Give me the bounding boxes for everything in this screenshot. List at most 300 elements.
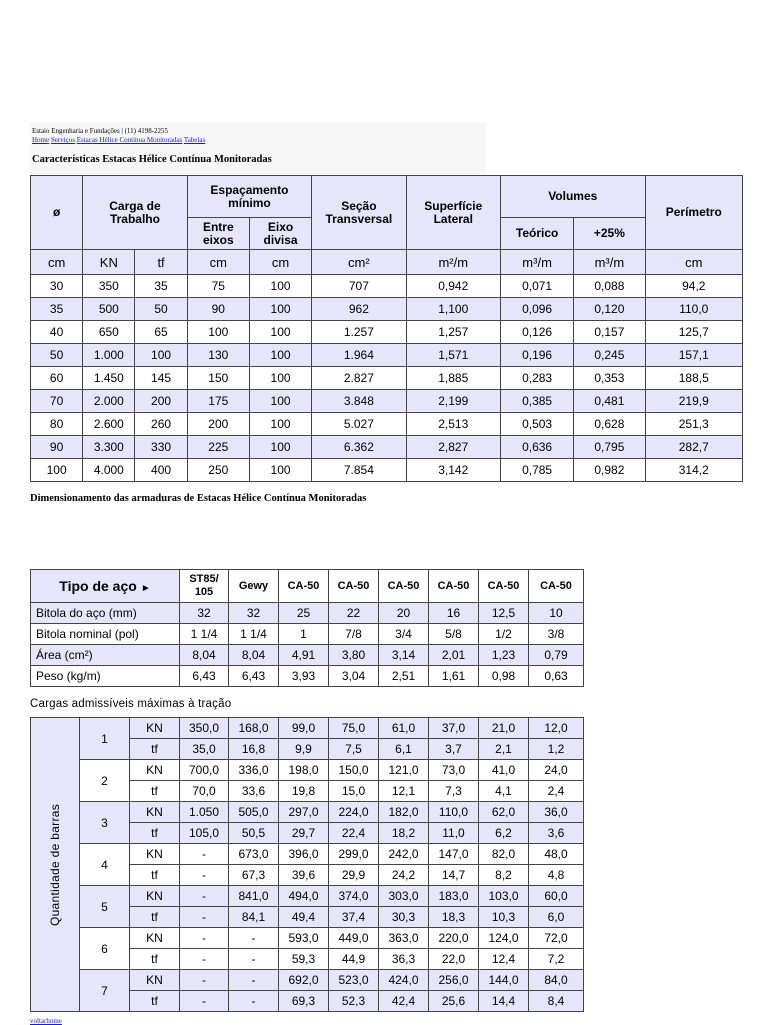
- unit-cell: m²/m: [406, 250, 500, 275]
- table-cell: 32: [229, 603, 279, 624]
- table-row: [31, 760, 584, 781]
- table-row: [31, 666, 584, 687]
- unit-cell: KN: [130, 970, 180, 991]
- table-cell: 4,91: [279, 645, 329, 666]
- header-volumes: Volumes: [500, 176, 645, 218]
- header-teorico: Teórico: [500, 218, 573, 250]
- characteristics-table: [30, 175, 743, 482]
- table-cell: 494,0: [279, 886, 329, 907]
- table-cell: 60,0: [529, 886, 584, 907]
- table-cell: 2.600: [83, 413, 135, 436]
- table-cell: 219,9: [645, 390, 742, 413]
- table-cell: 7.854: [312, 459, 406, 482]
- table-cell: 12,5: [479, 603, 529, 624]
- table-cell: 0,283: [500, 367, 573, 390]
- table-cell: 0,79: [529, 645, 584, 666]
- table-cell: 75,0: [329, 718, 379, 739]
- table-cell: 10: [529, 603, 584, 624]
- steel-type: CA-50: [529, 570, 584, 603]
- header-secao: Seção Transversal: [312, 176, 406, 250]
- table-cell: 0,628: [574, 413, 645, 436]
- quantidade-label: Quantidade de barras: [48, 803, 62, 926]
- table-cell: 30: [31, 275, 83, 298]
- table-cell: 65: [135, 321, 187, 344]
- table-cell: 0,385: [500, 390, 573, 413]
- table-cell: 0,245: [574, 344, 645, 367]
- table-cell: -: [180, 928, 229, 949]
- table-cell: 100: [249, 275, 311, 298]
- table-cell: 18,3: [429, 907, 479, 928]
- table-cell: 299,0: [329, 844, 379, 865]
- table-cell: 22,0: [429, 949, 479, 970]
- table-cell: 198,0: [279, 760, 329, 781]
- table-cell: 593,0: [279, 928, 329, 949]
- table-cell: 650: [83, 321, 135, 344]
- table-cell: 62,0: [479, 802, 529, 823]
- steel-table: [30, 569, 584, 687]
- table-cell: 10,3: [479, 907, 529, 928]
- table-cell: 2,199: [406, 390, 500, 413]
- table-cell: 18,2: [379, 823, 429, 844]
- table-cell: 69,3: [279, 991, 329, 1012]
- bar-count: 2: [80, 760, 130, 802]
- table-cell: 224,0: [329, 802, 379, 823]
- table-cell: 2,513: [406, 413, 500, 436]
- table-cell: 42,4: [379, 991, 429, 1012]
- table-cell: 22,4: [329, 823, 379, 844]
- tipo-aco-header: [31, 570, 180, 603]
- bar-count: 7: [80, 970, 130, 1012]
- tipo-aco-label: Tipo de aço: [59, 578, 137, 594]
- table-cell: 1.000: [83, 344, 135, 367]
- unit-cell: tf: [130, 823, 180, 844]
- table-cell: 692,0: [279, 970, 329, 991]
- table-cell: 0,785: [500, 459, 573, 482]
- table-cell: 330: [135, 436, 187, 459]
- table-cell: 0,503: [500, 413, 573, 436]
- table-cell: 2,01: [429, 645, 479, 666]
- table-cell: 84,0: [529, 970, 584, 991]
- table-cell: 700,0: [180, 760, 229, 781]
- unit-cell: m³/m: [574, 250, 645, 275]
- table-cell: 41,0: [479, 760, 529, 781]
- table-cell: 297,0: [279, 802, 329, 823]
- table-cell: 0,942: [406, 275, 500, 298]
- table-cell: 12,0: [529, 718, 584, 739]
- table-cell: 0,088: [574, 275, 645, 298]
- table-cell: -: [180, 991, 229, 1012]
- table-cell: 100: [135, 344, 187, 367]
- table-cell: 3,80: [329, 645, 379, 666]
- table-cell: 673,0: [229, 844, 279, 865]
- back-home-link[interactable]: voltarhome: [30, 1017, 62, 1025]
- table-cell: 225: [187, 436, 249, 459]
- table-cell: -: [180, 865, 229, 886]
- table-cell: 14,7: [429, 865, 479, 886]
- table-row: [31, 436, 743, 459]
- table-cell: 1.257: [312, 321, 406, 344]
- table-cell: 144,0: [479, 970, 529, 991]
- table-cell: 7/8: [329, 624, 379, 645]
- table-cell: 3,04: [329, 666, 379, 687]
- table-cell: 182,0: [379, 802, 429, 823]
- table-cell: 183,0: [429, 886, 479, 907]
- table-cell: 36,3: [379, 949, 429, 970]
- table-cell: 2,4: [529, 781, 584, 802]
- table-cell: 188,5: [645, 367, 742, 390]
- table-cell: 6,2: [479, 823, 529, 844]
- table-cell: 250: [187, 459, 249, 482]
- table-cell: 336,0: [229, 760, 279, 781]
- table-cell: 14,4: [479, 991, 529, 1012]
- bar-count: 1: [80, 718, 130, 760]
- unit-cell: KN: [130, 718, 180, 739]
- breadcrumb-servicos[interactable]: Serviços: [50, 136, 75, 144]
- header-espacamento: Espaçamento mínimo: [187, 176, 312, 218]
- table-cell: 20: [379, 603, 429, 624]
- unit-cell: KN: [130, 844, 180, 865]
- table-cell: 130: [187, 344, 249, 367]
- table-cell: 1,257: [406, 321, 500, 344]
- table-cell: 75: [187, 275, 249, 298]
- table-cell: 3.300: [83, 436, 135, 459]
- row-label: Peso (kg/m): [31, 666, 180, 687]
- table-cell: 70,0: [180, 781, 229, 802]
- table-cell: 6,1: [379, 739, 429, 760]
- table-cell: 82,0: [479, 844, 529, 865]
- table-cell: 8,4: [529, 991, 584, 1012]
- table-cell: 500: [83, 298, 135, 321]
- header-perimetro: Perímetro: [645, 176, 742, 250]
- tension-loads-table: [30, 717, 584, 1012]
- table-cell: 90: [31, 436, 83, 459]
- table-cell: 0,795: [574, 436, 645, 459]
- unit-cell: cm: [249, 250, 311, 275]
- table-cell: 251,3: [645, 413, 742, 436]
- table-cell: 1,61: [429, 666, 479, 687]
- table-cell: 145: [135, 367, 187, 390]
- table-cell: 99,0: [279, 718, 329, 739]
- table-cell: 841,0: [229, 886, 279, 907]
- unit-cell: cm: [645, 250, 742, 275]
- table-cell: 7,3: [429, 781, 479, 802]
- table-cell: 37,0: [429, 718, 479, 739]
- table-cell: -: [180, 907, 229, 928]
- unit-cell: KN: [130, 760, 180, 781]
- table-cell: 35,0: [180, 739, 229, 760]
- table-cell: 150,0: [329, 760, 379, 781]
- table-cell: 100: [187, 321, 249, 344]
- table-row: [31, 645, 584, 666]
- table-cell: 25,6: [429, 991, 479, 1012]
- breadcrumb-tabelas[interactable]: Tabelas: [183, 136, 206, 144]
- bar-count: 5: [80, 886, 130, 928]
- table-cell: 3,142: [406, 459, 500, 482]
- table-cell: -: [180, 949, 229, 970]
- bar-count: 3: [80, 802, 130, 844]
- unit-cell: KN: [130, 886, 180, 907]
- table-cell: 59,3: [279, 949, 329, 970]
- table-cell: 6,43: [229, 666, 279, 687]
- steel-type: CA-50: [479, 570, 529, 603]
- table-cell: 396,0: [279, 844, 329, 865]
- table-cell: 2,827: [406, 436, 500, 459]
- table-cell: 60: [31, 367, 83, 390]
- table-cell: 12,4: [479, 949, 529, 970]
- table-cell: 37,4: [329, 907, 379, 928]
- table-cell: 4,1: [479, 781, 529, 802]
- steel-type: CA-50: [329, 570, 379, 603]
- table-cell: 100: [249, 367, 311, 390]
- table-cell: 19,8: [279, 781, 329, 802]
- unit-cell: tf: [130, 865, 180, 886]
- table-cell: 6,0: [529, 907, 584, 928]
- table-cell: -: [180, 844, 229, 865]
- unit-cell: tf: [130, 739, 180, 760]
- table-cell: 110,0: [429, 802, 479, 823]
- breadcrumb-home[interactable]: Home: [32, 136, 50, 144]
- table-cell: 0,353: [574, 367, 645, 390]
- quantidade-label-cell: [31, 718, 80, 1012]
- table-cell: 363,0: [379, 928, 429, 949]
- table-cell: 67,3: [229, 865, 279, 886]
- table-cell: 0,982: [574, 459, 645, 482]
- table-cell: 6.362: [312, 436, 406, 459]
- table-cell: 24,2: [379, 865, 429, 886]
- table-cell: 121,0: [379, 760, 429, 781]
- table-cell: 260: [135, 413, 187, 436]
- table-cell: 49,4: [279, 907, 329, 928]
- unit-cell: tf: [130, 907, 180, 928]
- table-cell: 1,23: [479, 645, 529, 666]
- table-cell: 400: [135, 459, 187, 482]
- steel-type: ST85/ 105: [180, 570, 229, 603]
- table-cell: 73,0: [429, 760, 479, 781]
- table-cell: 0,63: [529, 666, 584, 687]
- table-cell: -: [229, 970, 279, 991]
- table-cell: 35: [135, 275, 187, 298]
- table-cell: 2.827: [312, 367, 406, 390]
- table-cell: 105,0: [180, 823, 229, 844]
- table-cell: 16,8: [229, 739, 279, 760]
- table-cell: 3,6: [529, 823, 584, 844]
- table-cell: 0,126: [500, 321, 573, 344]
- table-cell: 3,93: [279, 666, 329, 687]
- unit-cell: KN: [130, 928, 180, 949]
- table-row: [31, 413, 743, 436]
- table-cell: 0,071: [500, 275, 573, 298]
- table-cell: 9,9: [279, 739, 329, 760]
- table-cell: 4.000: [83, 459, 135, 482]
- steel-type: CA-50: [279, 570, 329, 603]
- unit-cell: cm: [187, 250, 249, 275]
- table-cell: 100: [31, 459, 83, 482]
- table-cell: 2.000: [83, 390, 135, 413]
- table-cell: -: [229, 991, 279, 1012]
- table-cell: 350: [83, 275, 135, 298]
- table-cell: 150: [187, 367, 249, 390]
- table-cell: 39,6: [279, 865, 329, 886]
- table-cell: 449,0: [329, 928, 379, 949]
- table-cell: 1/2: [479, 624, 529, 645]
- table-row: [31, 321, 743, 344]
- steel-type: Gewy: [229, 570, 279, 603]
- table-cell: 1.964: [312, 344, 406, 367]
- table-cell: 314,2: [645, 459, 742, 482]
- table-cell: 100: [249, 459, 311, 482]
- table-cell: 100: [249, 298, 311, 321]
- section3-title: Cargas admissíveis máximas à tração: [30, 698, 232, 710]
- table-cell: 84,1: [229, 907, 279, 928]
- triangle-right-icon: ►: [140, 583, 151, 594]
- table-cell: 1 1/4: [180, 624, 229, 645]
- table-cell: 29,7: [279, 823, 329, 844]
- header-superficie: Superfície Lateral: [406, 176, 500, 250]
- table-cell: 100: [249, 321, 311, 344]
- table-cell: 44,9: [329, 949, 379, 970]
- table-cell: 3,14: [379, 645, 429, 666]
- table-cell: 220,0: [429, 928, 479, 949]
- unit-cell: tf: [130, 991, 180, 1012]
- table-cell: 32: [180, 603, 229, 624]
- table-row: [31, 624, 584, 645]
- table-row: [31, 603, 584, 624]
- bar-count: 4: [80, 844, 130, 886]
- table-row: [31, 298, 743, 321]
- table-cell: 22: [329, 603, 379, 624]
- table-cell: 8,04: [180, 645, 229, 666]
- section2-title: Dimensionamento das armaduras de Estacas Hélice Contínua Monitoradas: [30, 493, 367, 504]
- row-label: Bitola nominal (pol): [31, 624, 180, 645]
- unit-cell: KN: [130, 802, 180, 823]
- page-header: [30, 122, 486, 174]
- table-cell: 33,6: [229, 781, 279, 802]
- table-cell: 1.050: [180, 802, 229, 823]
- table-cell: 3.848: [312, 390, 406, 413]
- table-cell: 0,196: [500, 344, 573, 367]
- table-cell: 3/4: [379, 624, 429, 645]
- table-cell: 100: [249, 344, 311, 367]
- table-cell: 29,9: [329, 865, 379, 886]
- table-row: [31, 459, 743, 482]
- table-cell: -: [180, 970, 229, 991]
- header-25: +25%: [574, 218, 645, 250]
- table-cell: 707: [312, 275, 406, 298]
- table-cell: 2,51: [379, 666, 429, 687]
- table-cell: 242,0: [379, 844, 429, 865]
- table-cell: 125,7: [645, 321, 742, 344]
- table-cell: 103,0: [479, 886, 529, 907]
- table-row: [31, 344, 743, 367]
- table-cell: 100: [249, 390, 311, 413]
- table-cell: 12,1: [379, 781, 429, 802]
- table-cell: 124,0: [479, 928, 529, 949]
- table-cell: 8,04: [229, 645, 279, 666]
- table-cell: 0,157: [574, 321, 645, 344]
- table-cell: 1.450: [83, 367, 135, 390]
- table-cell: 505,0: [229, 802, 279, 823]
- table-cell: 3/8: [529, 624, 584, 645]
- table-row: [31, 367, 743, 390]
- table-cell: 40: [31, 321, 83, 344]
- table-row: [31, 390, 743, 413]
- table-cell: 4,8: [529, 865, 584, 886]
- table-cell: 15,0: [329, 781, 379, 802]
- unit-cell: cm: [31, 250, 83, 275]
- table-cell: 303,0: [379, 886, 429, 907]
- unit-cell: tf: [130, 781, 180, 802]
- table-cell: 523,0: [329, 970, 379, 991]
- table-cell: 168,0: [229, 718, 279, 739]
- bar-count: 6: [80, 928, 130, 970]
- table-cell: 24,0: [529, 760, 584, 781]
- table-cell: 1,2: [529, 739, 584, 760]
- table-cell: 200: [135, 390, 187, 413]
- table-cell: -: [229, 928, 279, 949]
- table-cell: 1,571: [406, 344, 500, 367]
- table-cell: 61,0: [379, 718, 429, 739]
- table-cell: -: [229, 949, 279, 970]
- header-eixo-divisa: Eixo divisa: [249, 218, 311, 250]
- breadcrumb: [32, 136, 205, 144]
- unit-cell: tf: [130, 949, 180, 970]
- header-diameter: ø: [31, 176, 83, 250]
- table-cell: 1,885: [406, 367, 500, 390]
- table-cell: 6,43: [180, 666, 229, 687]
- table-cell: 80: [31, 413, 83, 436]
- table-cell: 100: [249, 436, 311, 459]
- table-cell: 282,7: [645, 436, 742, 459]
- table-cell: 110,0: [645, 298, 742, 321]
- table-cell: 962: [312, 298, 406, 321]
- table-row: [31, 844, 584, 865]
- table-cell: 8,2: [479, 865, 529, 886]
- unit-cell: m³/m: [500, 250, 573, 275]
- header-entre-eixos: Entre eixos: [187, 218, 249, 250]
- table-cell: 94,2: [645, 275, 742, 298]
- table-cell: 50: [135, 298, 187, 321]
- steel-type: CA-50: [429, 570, 479, 603]
- table-cell: 424,0: [379, 970, 429, 991]
- table-cell: 50: [31, 344, 83, 367]
- table-row: [31, 802, 584, 823]
- table-cell: 36,0: [529, 802, 584, 823]
- table-row: [31, 928, 584, 949]
- table-cell: 1: [279, 624, 329, 645]
- breadcrumb-estacas[interactable]: Estacas Hélice Contínua Monitoradas: [76, 136, 183, 144]
- unit-cell: KN: [83, 250, 135, 275]
- table-cell: 0,636: [500, 436, 573, 459]
- table-cell: 7,2: [529, 949, 584, 970]
- table-cell: 0,120: [574, 298, 645, 321]
- table-cell: 52,3: [329, 991, 379, 1012]
- row-label: Área (cm²): [31, 645, 180, 666]
- table-cell: 1 1/4: [229, 624, 279, 645]
- units-row: [31, 250, 743, 275]
- table-cell: 350,0: [180, 718, 229, 739]
- company-info: Estaio Engenharia e Fundações | (11) 4198-2255: [32, 127, 169, 135]
- table-cell: 256,0: [429, 970, 479, 991]
- table-cell: 16: [429, 603, 479, 624]
- table-cell: 35: [31, 298, 83, 321]
- steel-type: CA-50: [379, 570, 429, 603]
- table-row: [31, 970, 584, 991]
- table-row: [31, 718, 584, 739]
- table-cell: 70: [31, 390, 83, 413]
- section1-title: Características Estacas Hélice Contínua Monitoradas: [32, 154, 272, 165]
- table-cell: 11,0: [429, 823, 479, 844]
- table-cell: 3,7: [429, 739, 479, 760]
